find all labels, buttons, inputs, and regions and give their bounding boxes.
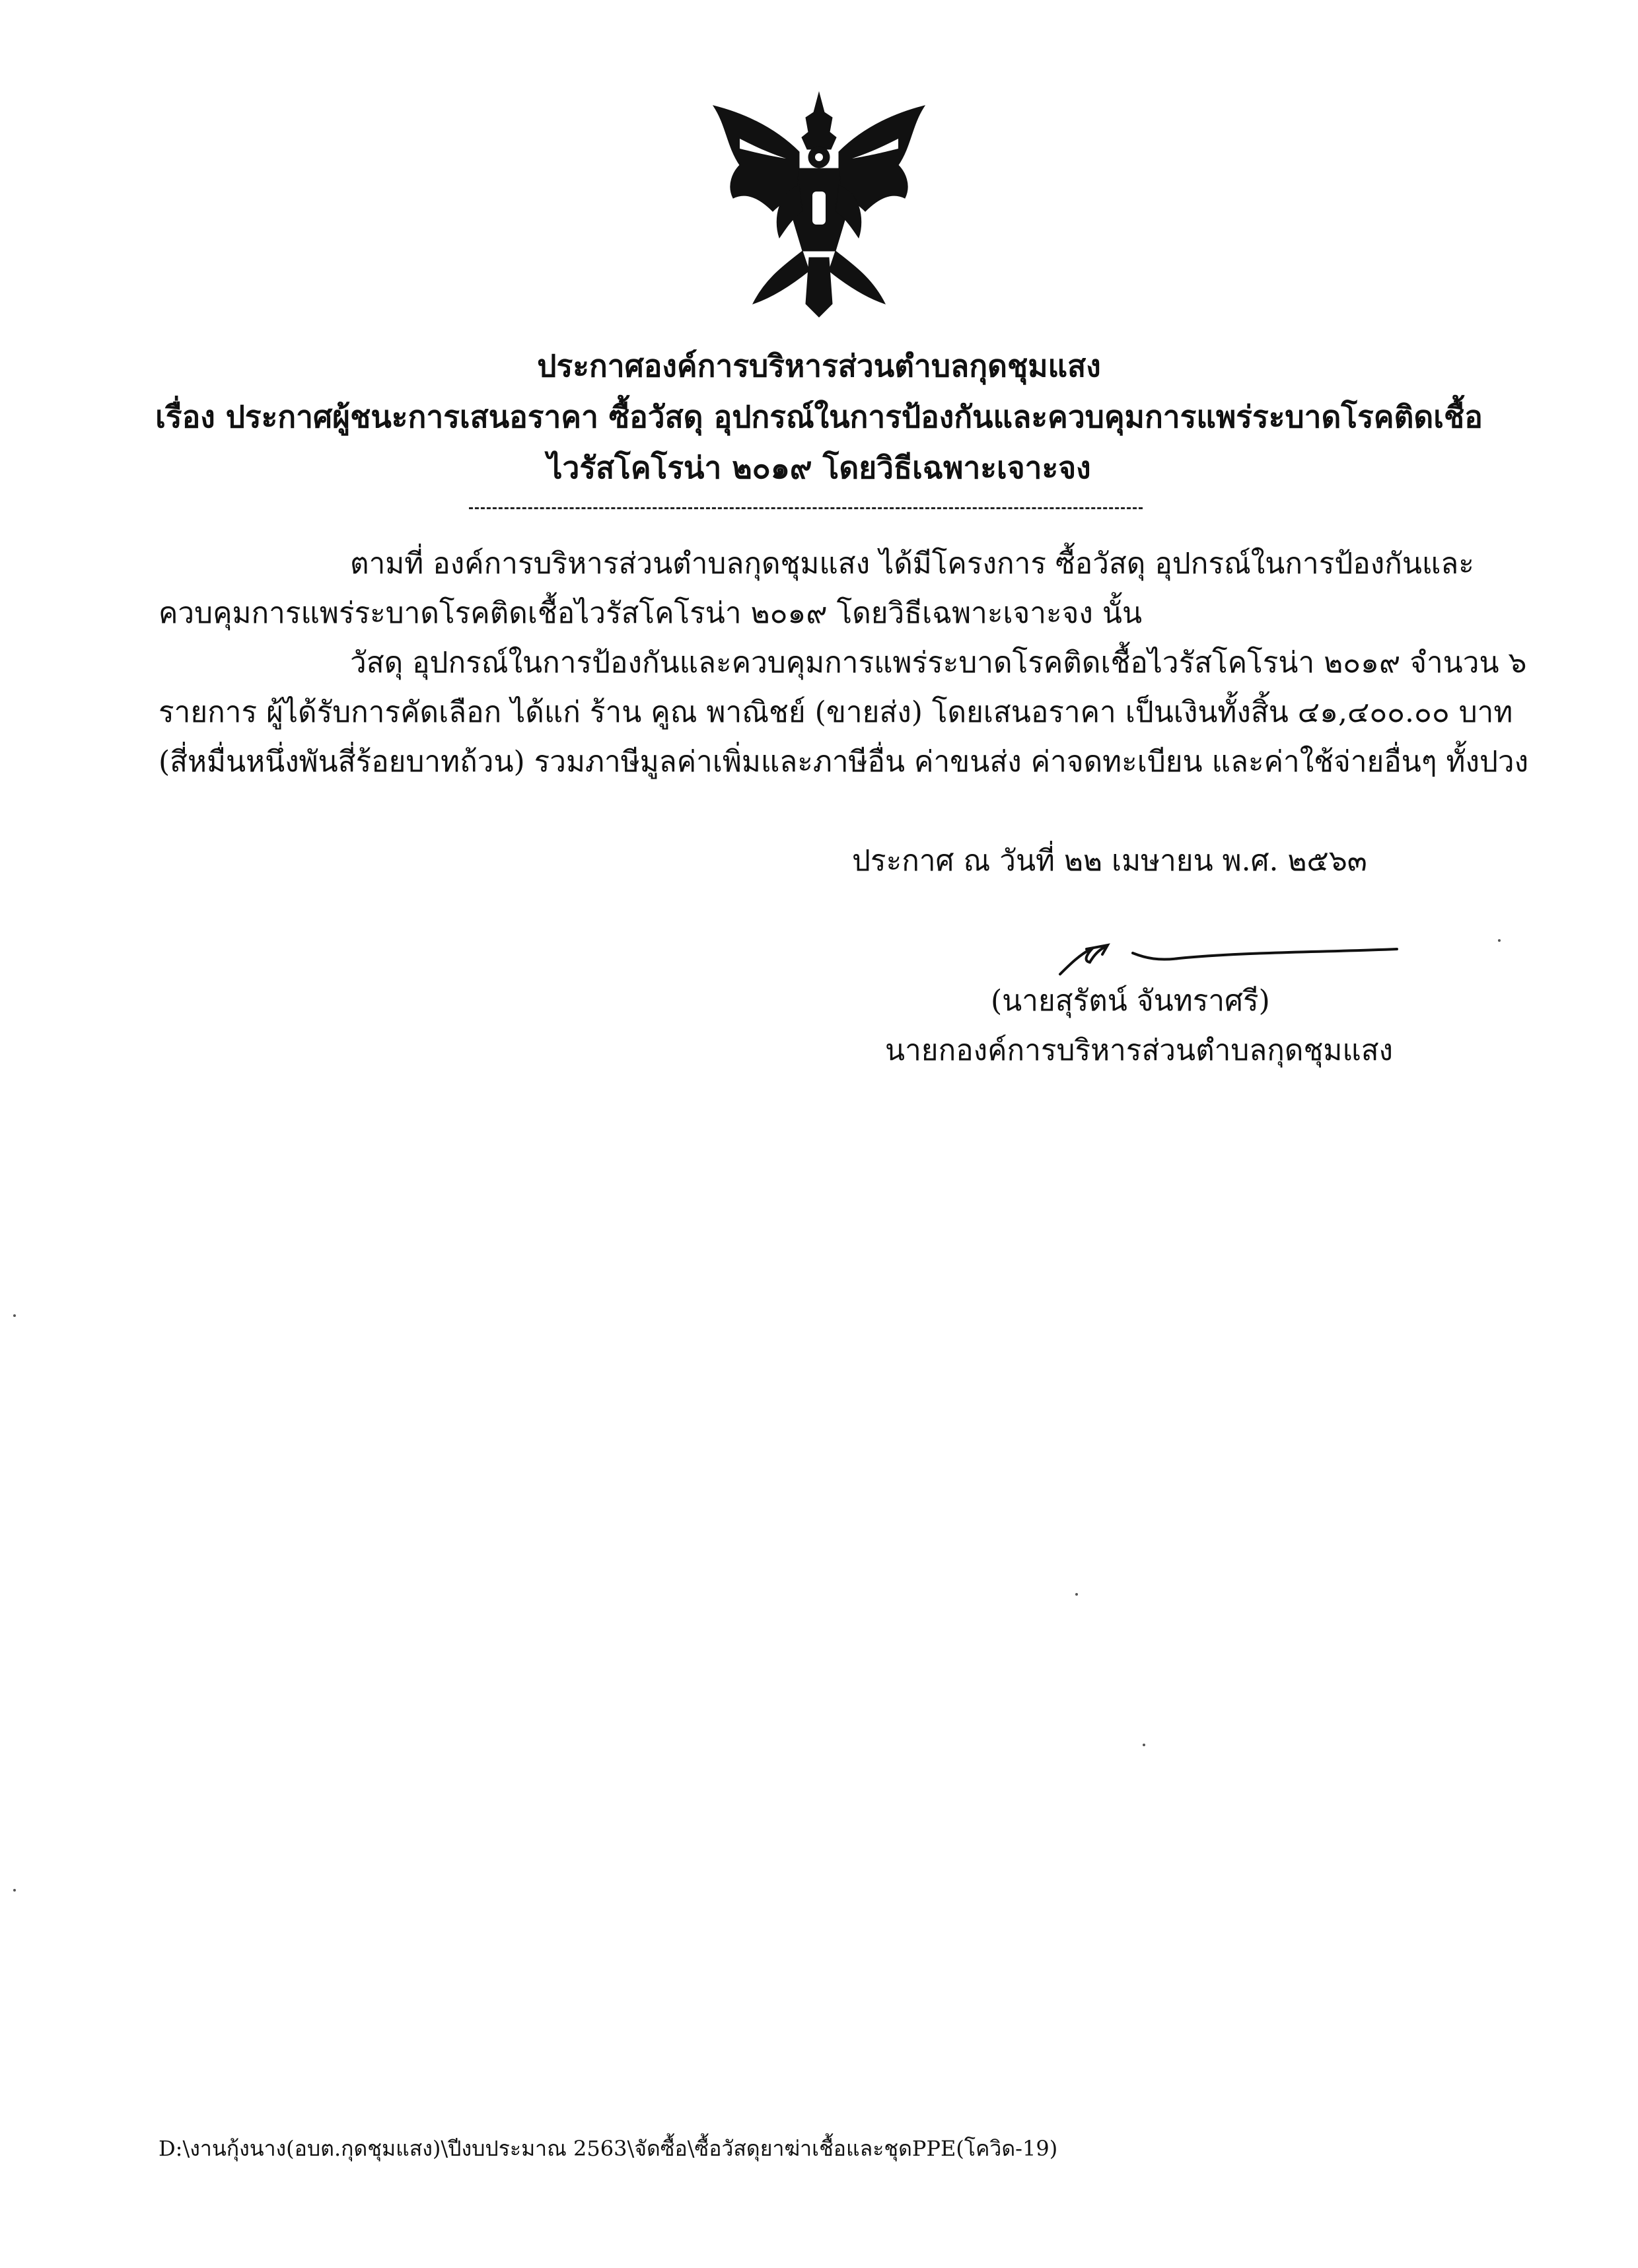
footer-file-path: D:\งานกุ้งนาง(อบต.กุดชุมแสง)\ปีงบประมาณ 2563\จัดซื้อ\ซื้อวัสดุยาฆ่าเชื้อและชุดPPE(โควิด-19) bbox=[159, 2136, 1058, 2161]
header-line-3: ไวรัสโคโรน่า ๒๐๑๙ โดยวิธีเฉพาะเจาะจง bbox=[547, 450, 1091, 485]
signatory-position: นายกองค์การบริหารส่วนตำบลกุดชุมแสง bbox=[885, 1034, 1394, 1067]
paragraph-2-line-1: วัสดุ อุปกรณ์ในการป้องกันและควบคุมการแพร่ระบาดโรคติดเชื้อไวรัสโคโรน่า ๒๐๑๙ จำนวน ๖ bbox=[350, 646, 1527, 680]
header-line-2: เรื่อง ประกาศผู้ชนะการเสนอราคา ซื้อวัสดุ อุปกรณ์ในการป้องกันและควบคุมการแพร่ระบาดโรคติดเชื้อ bbox=[155, 399, 1483, 435]
announcement-date: ประกาศ ณ วันที่ ๒๒ เมษายน พ.ศ. ๒๕๖๓ bbox=[852, 844, 1367, 878]
signatory-name: (นายสุรัตน์ จันทราศรี) bbox=[991, 984, 1270, 1018]
paragraph-2-line-3: (สี่หมื่นหนึ่งพันสี่ร้อยบาทถ้วน) รวมภาษีมูลค่าเพิ่มและภาษีอื่น ค่าขนส่ง ค่าจดทะเบียน และค่าใช้จ่ายอื่นๆ ทั้งปวง bbox=[159, 745, 1529, 779]
scan-speck bbox=[13, 1889, 16, 1892]
scan-speck bbox=[1075, 1593, 1078, 1596]
header-line-1: ประกาศองค์การบริหารส่วนตำบลกุดชุมแสง bbox=[537, 348, 1101, 384]
header-divider bbox=[469, 507, 1143, 509]
scan-speck bbox=[1498, 939, 1501, 942]
scan-speck bbox=[13, 1314, 16, 1317]
paragraph-1-line-1: ตามที่ องค์การบริหารส่วนตำบลกุดชุมแสง ได้มีโครงการ ซื้อวัสดุ อุปกรณ์ในการป้องกันและ bbox=[350, 547, 1474, 581]
garuda-emblem-icon bbox=[700, 86, 938, 324]
paragraph-1-line-2: ควบคุมการแพร่ระบาดโรคติดเชื้อไวรัสโคโรน่า ๒๐๑๙ โดยวิธีเฉพาะเจาะจง นั้น bbox=[159, 596, 1143, 630]
paragraph-2-line-2: รายการ ผู้ได้รับการคัดเลือก ได้แก่ ร้าน คูณ พาณิชย์ (ขายส่ง) โดยเสนอราคา เป็นเงินทั้งสิ้น ๔๑,๔๐๐.๐๐ บาท bbox=[159, 695, 1513, 729]
scan-speck bbox=[1143, 1744, 1145, 1746]
